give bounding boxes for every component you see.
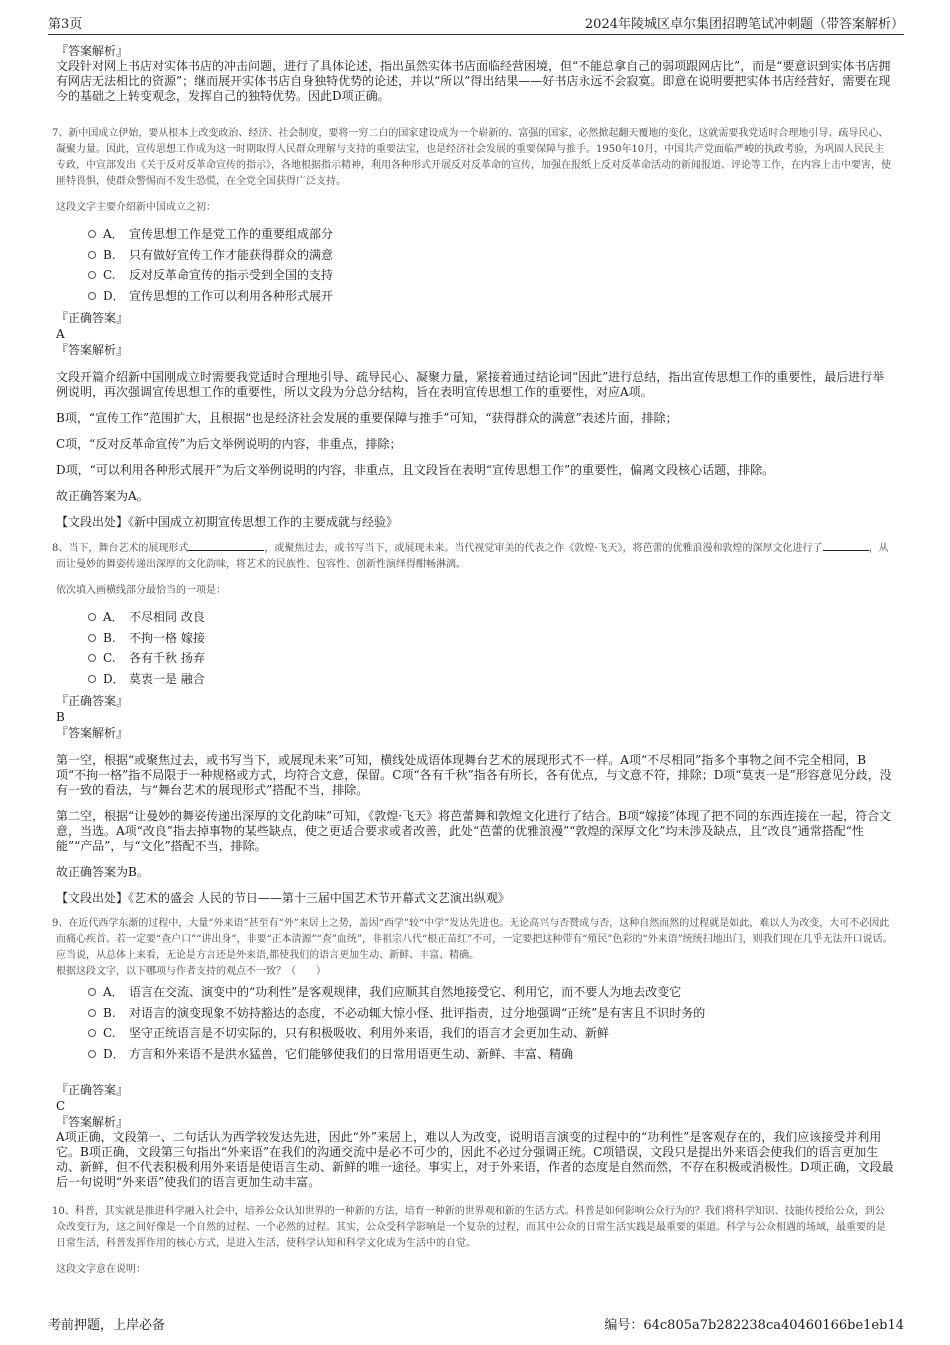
- q8-answer: B: [56, 710, 65, 724]
- page-number: 第3页: [48, 17, 83, 32]
- q8-option-d[interactable]: D． 莫衷一是 融合: [88, 669, 894, 690]
- q7-analysis-5: 故正确答案为A。: [56, 489, 149, 503]
- radio-icon[interactable]: [88, 1050, 96, 1058]
- q7-analysis-label: 『答案解析』: [56, 343, 129, 357]
- q8-analysis-1: 第一空，根据“或聚焦过去，或书写当下，或展现未来”可知，横线处成语体现舞台艺术的展现形式不一样。A项“不尽相同”指多个事物之间不完全相同，B项“不拘一格”指不局限于一种规格或方式，均符合文意，保留。C项“各有千秋”指各有所长，各有优点，与文意不符，排除；D项“莫衷一是”形容意见分歧，没有一致的看法，与“舞台艺术的展现形式”搭配不当，排除。: [56, 753, 892, 797]
- q8-analysis-2: 第二空，根据“让曼妙的舞姿传递出深厚的文化韵味”可知，《敦煌·飞天》将芭蕾舞和敦煌文化进行了结合。B项“嫁接”体现了把不同的东西连接在一起，符合文意，当选。A项“改良”指去掉事物的某些缺点，使之更适合要求或者改善，此处“芭蕾的优雅浪漫”“敦煌的深厚文化”均未涉及缺点，且“改良”通常搭配“性能”“产品”，与“文化”搭配不当，排除。: [56, 809, 892, 853]
- q9-options: [88, 982, 894, 1064]
- radio-icon[interactable]: [88, 613, 96, 621]
- q9-prompt: 根据这段文字，以下哪项与作者支持的观点不一致？（ ）: [56, 966, 326, 977]
- q7-source: 【文段出处】《新中国成立初期宣传思想工作的主要成就与经验》: [56, 515, 399, 529]
- radio-icon[interactable]: [88, 654, 96, 662]
- footer-slogan: 考前押题，上岸必备: [48, 1318, 166, 1333]
- q8-analysis-3: 故正确答案为B。: [56, 865, 149, 879]
- fill-blank: [188, 540, 264, 551]
- q7-analysis-4: D项，“可以利用各种形式展开”为后文举例说明的内容，非重点，且文段旨在表明“宣传思想工作”的重要性，偏离文段核心话题，排除。: [56, 463, 775, 477]
- radio-icon[interactable]: [88, 271, 96, 279]
- q7-option-c[interactable]: C. 反对反革命宣传的指示受到全国的支持: [88, 265, 894, 286]
- q8-option-a[interactable]: A． 不尽相同 改良: [88, 607, 894, 628]
- q7-analysis-3: C项，“反对反革命宣传”为后文举例说明的内容，非重点，排除；: [56, 437, 402, 451]
- q8-stem: 8、当下，舞台艺术的展现形式 ，或聚焦过去，或书写当下，或展现未来。当代视觉审美的代表之作《敦煌·飞天》，将芭蕾的优雅浪漫和敦煌的深厚文化进行了 ，从而让曼妙的舞姿传递出深厚的文化韵味，将艺术的民族性、包容性、创新性演绎得酣畅淋漓。: [56, 540, 894, 573]
- q8-analysis-label: 『答案解析』: [56, 726, 129, 740]
- q7-option-b[interactable]: B. 只有做好宣传工作才能获得群众的满意: [88, 245, 894, 266]
- prev-analysis-text: 文段针对网上书店对实体书店的冲击问题，进行了具体论述，指出虽然实体书店面临经营困境，但“不能总拿自己的弱项跟网店比”，而是“要意识到实体书店拥有网店无法相比的资源”；继而展开实体书店自身独特优势的论述，并以“所以”得出结果——好书店永远不会寂寞。即意在说明要把实体书店经营好，需要在现今的基础之上转变观念，发挥自己的独特优势。因此D项正确。: [56, 59, 891, 103]
- q8-options: [88, 607, 894, 689]
- q10-prompt: 这段文字意在说明：: [56, 1264, 146, 1275]
- radio-icon[interactable]: [88, 230, 96, 238]
- page-header: [48, 0, 904, 35]
- q7-stem: 7、新中国成立伊始，要从根本上改变政治、经济、社会制度，要将一穷二白的国家建设成为一个崭新的、富强的国家，必然掀起翻天覆地的变化，这就需要我党适时合理地引导、疏导民心、凝聚力量。因此，宣传思想工作成为这一时期取得人民群众理解与支持的重要法宝，也是经济社会发展的重要保障与推手。1950年10月，中国共产党面临严峻的执政考验，为巩固人民民主专政，中宣部发出《关于反对反革命宣传的指示》，各地根据指示精神，利用各种形式开展反对反革命的宣传，加强在报纸上反对反革命活动的新闻报道、评论等工作，在内容上击中要害，使匪特畏惧，使群众警惕而不发生恐慌，在全党全国获得广泛支持。: [52, 128, 891, 187]
- radio-icon[interactable]: [88, 634, 96, 642]
- q7-option-a[interactable]: A． 宣传思想工作是党工作的重要组成部分: [88, 224, 894, 245]
- radio-icon[interactable]: [88, 1009, 96, 1017]
- radio-icon[interactable]: [88, 1029, 96, 1037]
- q8-answer-label: 『正确答案』: [56, 694, 129, 708]
- q8-option-c[interactable]: C. 各有千秋 扬弃: [88, 648, 894, 669]
- q7-options: [88, 224, 894, 306]
- q9-option-d[interactable]: D． 方言和外来语不是洪水猛兽，它们能够使我们的日常用语更生动、新鲜、丰富、精确: [88, 1044, 894, 1065]
- radio-icon[interactable]: [88, 251, 96, 259]
- footer-code: 编号：64c805a7b282238ca40460166be1eb14: [604, 1318, 904, 1333]
- radio-icon[interactable]: [88, 292, 96, 300]
- q9-analysis-label: 『答案解析』: [56, 1115, 129, 1129]
- q9-option-c[interactable]: C. 坚守正统语言是不切实际的，只有积极吸收、利用外来语，我们的语言才会更加生动、新鲜: [88, 1023, 894, 1044]
- q8-source: 【文段出处】《艺术的盛会 人民的节日——第十三届中国艺术节开幕式文艺演出纵观》: [56, 891, 510, 905]
- q7-answer-label: 『正确答案』: [56, 311, 129, 325]
- q9-stem: 9、在近代西学东渐的过程中，大量“外来语”甚至有“外”来居上之势，盖因“西学”较“中学”发达先进也。无论高兴与否赞成与否，这种自然而然的过程就是如此，难以人为改变，大可不必因此而痛心疾首。若一定要“查户口”“讲出身”，非要“正本清源”“查”血统”，非祖宗八代“根正苗红”不可，一定要把这种带有“殖民”色彩的“外来语”统统扫地出门，则我们现在几乎无法开口说话。应当说，从总体上来看，无论是方言还是外来语,都使我们的语言更加生动、新鲜、丰富、精确。: [52, 918, 893, 961]
- q9-answer-label: 『正确答案』: [56, 1083, 129, 1097]
- q7-option-d[interactable]: D． 宣传思想的工作可以利用各种形式展开: [88, 286, 894, 307]
- q8-option-b[interactable]: B. 不拘一格 嫁接: [88, 628, 894, 649]
- q8-prompt: 依次填入画横线部分最恰当的一项是：: [56, 585, 226, 596]
- fill-blank: [823, 540, 869, 551]
- radio-icon[interactable]: [88, 988, 96, 996]
- page-content: [52, 44, 894, 1278]
- q7-analysis-2: B项，“宣传工作”范围扩大，且根据“也是经济社会发展的重要保障与推手”可知，“获得群众的满意”表述片面，排除；: [56, 411, 678, 425]
- document-title: 2024年陵城区卓尔集团招聘笔试冲刺题（带答案解析）: [584, 17, 904, 32]
- q9-answer: C: [56, 1099, 66, 1113]
- q9-option-b[interactable]: B. 对语言的演变现象不妨持豁达的态度，不必动辄大惊小怪、批评指责，过分地强调“正统”是有害且不识时务的: [88, 1003, 894, 1024]
- q7-prompt: 这段文字主要介绍新中国成立之初：: [56, 202, 216, 213]
- q9-analysis: A项正确，文段第一、二句话认为西学较发达先进，因此“外”来居上，难以人为改变，说明语言演变的过程中的“功利性”是客观存在的，我们应该接受并利用它。B项正确，文段第三句指出“外来语”在我们的沟通交流中是必不可少的，因此不必过分强调正统。C项错误，文段只是提出外来语会使我们的语言更加生动、新鲜，但不代表积极利用外来语是使语言生动、新鲜的唯一途径。事实上，对于外来语，作者的态度是自然而然，不存在积极或消极性。D项正确，文段最后一句说明“外来语”使我们的语言更加生动丰富。: [56, 1130, 894, 1189]
- q7-answer: A: [56, 327, 65, 341]
- prev-analysis-label: 『答案解析』: [56, 44, 129, 58]
- radio-icon[interactable]: [88, 675, 96, 683]
- q7-analysis-1: 文段开篇介绍新中国刚成立时需要我党适时合理地引导、疏导民心、凝聚力量，紧接着通过结论词“因此”进行总结，指出宣传思想工作的重要性，最后进行举例说明，再次强调宣传思想工作的重要性，所以文段为分总分结构，旨在表明宣传思想工作的重要性，对应A项。: [56, 370, 885, 399]
- q9-option-a[interactable]: A． 语言在交流、演变中的“功利性”是客观规律，我们应顺其自然地接受它、利用它，而不要人为地去改变它: [88, 982, 894, 1003]
- page-footer: [48, 1311, 904, 1331]
- q10-stem: 10、科普，其实就是推进科学融入社会中，培养公众认知世界的一种新的方法，培育一种新的世界观和新的生活方式。科普是如何影响公众行为的？我们将科学知识、技能传授给公众，到公众改变行为，这之间好像是一个自然的过程、一个必然的过程。其实，公众受科学影响是一个复杂的过程，而其中公众的日常生活实践是最重要的渠道。科学与公众相遇的场域，最重要的是日常生活，科普发挥作用的核心方式，是进入生活，使科学认知和科学文化成为生活中的自觉。: [52, 1206, 886, 1249]
